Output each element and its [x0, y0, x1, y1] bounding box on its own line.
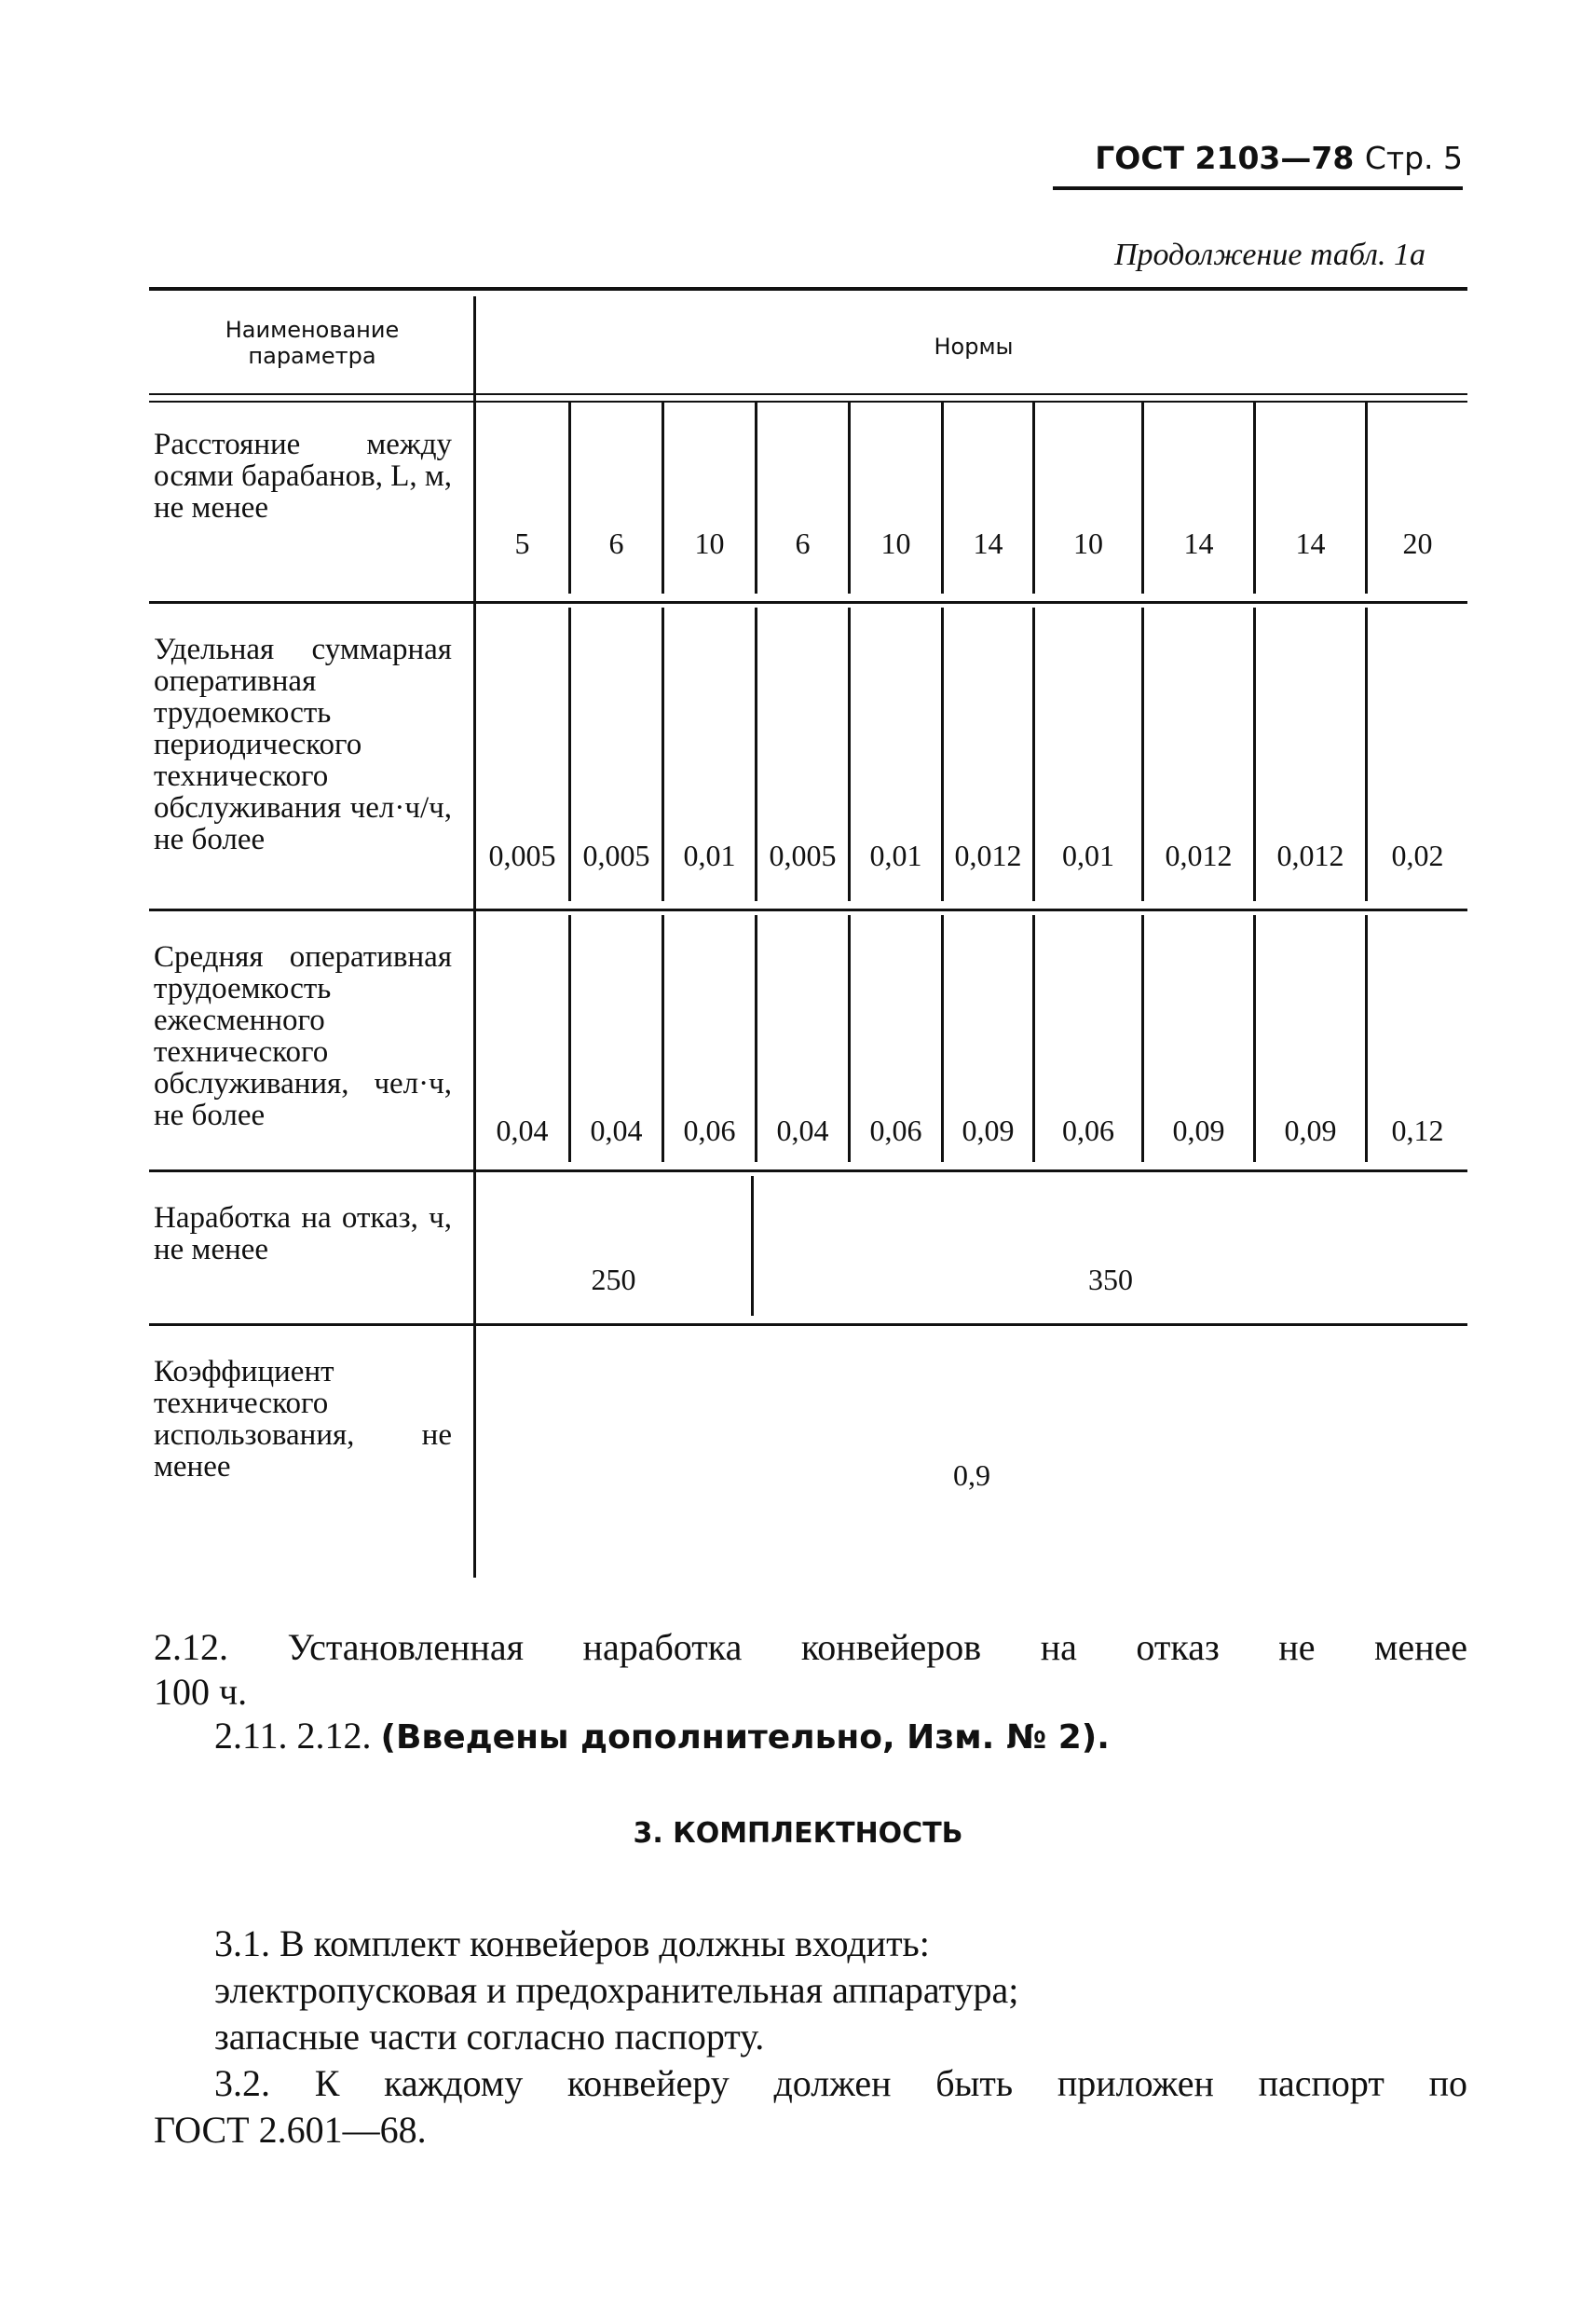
row-divider — [149, 909, 1467, 911]
cell-divider — [662, 403, 664, 594]
value-cell: 0,005 — [488, 839, 556, 872]
cell-divider — [1253, 403, 1256, 594]
clause-3-1-item: электропусковая и предохранительная аппаратура; — [214, 1969, 1019, 2011]
cell-divider — [848, 403, 851, 594]
value-cell: 250 — [591, 1263, 636, 1296]
clause-3-2: 3.2. К каждому конвейеру должен быть приложен паспорт по — [214, 2062, 1467, 2104]
value-cell: 10 — [694, 526, 725, 560]
value-cell: 6 — [608, 526, 624, 560]
value-cell: 0,012 — [1165, 839, 1233, 872]
amendment-clause-numbers: 2.11. 2.12. — [214, 1715, 372, 1757]
cell-divider — [1365, 403, 1368, 594]
row-divider — [149, 1169, 1467, 1172]
param-column-divider — [473, 296, 476, 1578]
value-cell: 0,09 — [962, 1114, 1015, 1147]
value-cell: 14 — [973, 526, 1003, 560]
table-top-rule — [149, 287, 1467, 291]
value-cell: 5 — [514, 526, 530, 560]
document-id: ГОСТ 2103—78 — [1095, 140, 1355, 176]
row-divider — [149, 601, 1467, 604]
cell-divider — [1032, 403, 1035, 594]
value-cell: 350 — [1088, 1263, 1133, 1296]
clause-3-2-continuation: ГОСТ 2.601—68. — [154, 2109, 427, 2151]
value-cell: 10 — [1073, 526, 1103, 560]
table-header-rule — [149, 393, 1467, 395]
value-cell: 20 — [1402, 526, 1433, 560]
value-cell: 14 — [1295, 526, 1326, 560]
table-caption: Продолжение табл. 1а — [1113, 238, 1425, 272]
cell-divider — [755, 403, 757, 594]
value-cell: 0,012 — [954, 839, 1022, 872]
value-cell: 0,04 — [496, 1114, 549, 1147]
section-3-title: 3. КОМПЛЕКТНОСТЬ — [633, 1817, 963, 1850]
value-cell: 6 — [795, 526, 811, 560]
row-param-label: Коэффициент технического использования, не менее — [154, 1355, 452, 1484]
cell-divider — [568, 403, 571, 594]
value-cell: 0,02 — [1391, 839, 1444, 872]
cell-divider — [941, 403, 944, 594]
param-column-header: Наименование параметра — [225, 317, 400, 369]
clause-3-1-item: запасные части согласно паспорту. — [214, 2016, 765, 2058]
value-cell: 0,06 — [1062, 1114, 1114, 1147]
row-divider — [149, 1323, 1467, 1326]
value-cell: 0,04 — [776, 1114, 829, 1147]
value-cell: 0,9 — [953, 1458, 990, 1492]
value-cell: 14 — [1183, 526, 1214, 560]
clause-2-12: 2.12. Установленная наработка конвейеров на отказ не менее — [154, 1626, 1467, 1668]
row-param-label: Расстояние между осями барабанов, L, м, не менее — [154, 428, 452, 525]
clause-2-12-continuation: 100 ч. — [154, 1671, 248, 1713]
value-cell: 0,01 — [1062, 839, 1114, 872]
norms-column-header: Нормы — [934, 334, 1014, 360]
value-cell: 0,06 — [869, 1114, 922, 1147]
value-cell: 0,06 — [683, 1114, 736, 1147]
value-cell: 0,04 — [590, 1114, 643, 1147]
value-cell: 0,12 — [1391, 1114, 1444, 1147]
cell-divider — [1141, 403, 1144, 594]
page-number: Стр. 5 — [1364, 140, 1463, 176]
header-rule — [1053, 186, 1463, 190]
value-cell: 0,005 — [769, 839, 837, 872]
value-cell: 0,01 — [869, 839, 922, 872]
value-cell: 0,012 — [1276, 839, 1344, 872]
value-cell: 0,09 — [1172, 1114, 1225, 1147]
page-header — [1025, 140, 1463, 176]
row-param-label: Удельная суммарная оперативная трудоемкость периодического технического обслуживания чел·ч/ч, не более — [154, 633, 452, 856]
clause-3-1: 3.1. В комплект конвейеров должны входить: — [214, 1922, 930, 1964]
value-cell: 0,005 — [582, 839, 650, 872]
amendment-note — [214, 1715, 1110, 1759]
table-header-rule — [149, 401, 1467, 403]
amendment-text: (Введены дополнительно, Изм. № 2). — [380, 1718, 1110, 1757]
row-param-label: Средняя оперативная трудоемкость ежесменного технического обслуживания, чел·ч, не более — [154, 940, 452, 1132]
value-cell: 0,09 — [1284, 1114, 1337, 1147]
value-cell: 0,01 — [683, 839, 736, 872]
row-param-label: Наработка на отказ, ч, не менее — [154, 1201, 452, 1266]
value-cell: 10 — [880, 526, 911, 560]
